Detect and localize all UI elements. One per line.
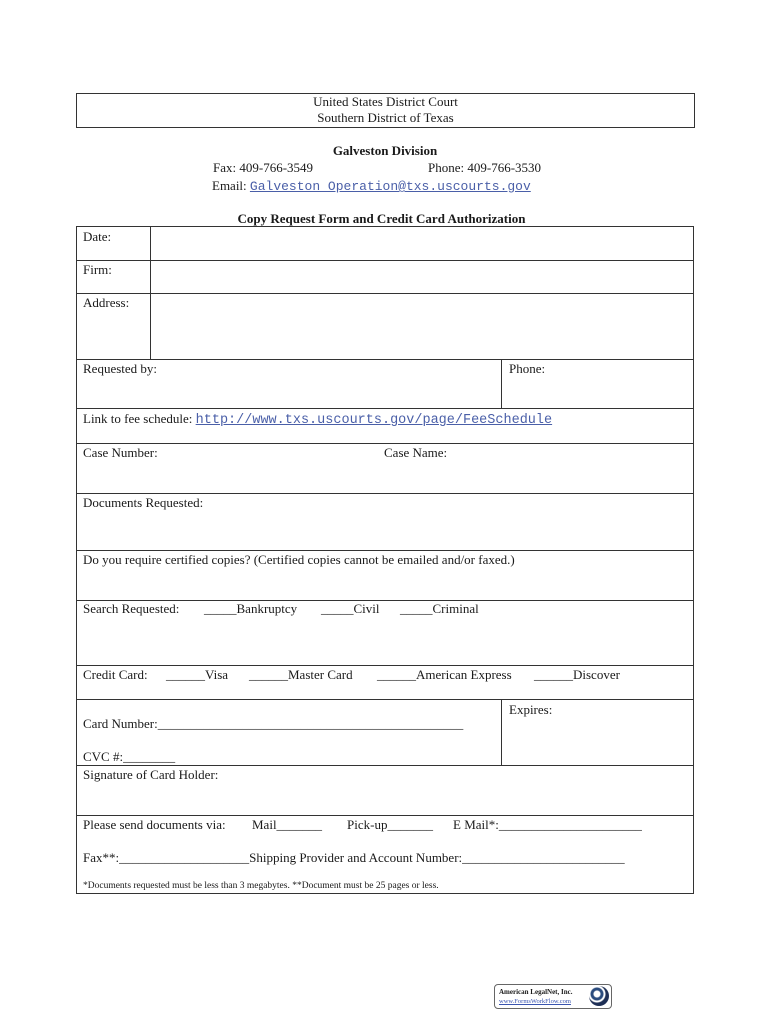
search-option-bankruptcy[interactable]: _____Bankruptcy [204, 601, 298, 616]
email-label: Email: [212, 178, 247, 193]
date-field[interactable] [151, 228, 693, 260]
firm-label: Firm: [83, 262, 112, 277]
phone-label: Phone: [509, 361, 546, 376]
case-name-label: Case Name: [384, 445, 448, 460]
search-option-criminal[interactable]: _____Criminal [400, 601, 479, 616]
email-link[interactable]: Galveston_Operation@txs.uscourts.gov [249, 179, 531, 194]
send-option-mail[interactable]: Mail_______ [252, 817, 323, 832]
search-option-civil[interactable]: _____Civil [321, 601, 380, 616]
card-option-amex[interactable]: ______American Express [377, 667, 512, 682]
district-name: Southern District of Texas [317, 110, 454, 125]
fee-schedule-label: Link to fee schedule: [83, 411, 193, 426]
card-number-field[interactable]: Card Number:_______________________________________________ [83, 716, 464, 731]
firm-field[interactable] [151, 261, 693, 293]
send-option-pickup[interactable]: Pick-up_______ [347, 817, 433, 832]
address-field[interactable] [151, 294, 693, 359]
requested-by-label: Requested by: [83, 361, 158, 376]
cvc-field[interactable]: CVC #:________ [83, 749, 176, 764]
fee-schedule-link[interactable]: http://www.txs.uscourts.gov/page/FeeSchedule [195, 413, 553, 428]
case-number-label: Case Number: [83, 445, 158, 460]
legalnet-logo [494, 984, 612, 1009]
division-phone: Phone: 409-766-3530 [428, 160, 542, 175]
division-email [212, 178, 531, 194]
copy-request-form [76, 226, 694, 894]
date-label: Date: [83, 229, 112, 244]
send-via-label: Please send documents via: [83, 817, 226, 832]
card-option-discover[interactable]: ______Discover [534, 667, 620, 682]
footnote: *Documents requested must be less than 3 megabytes. **Document must be 25 pages or less. [83, 881, 439, 891]
fax-shipping-line[interactable]: Fax**:____________________Shipping Provider and Account Number:_________________________ [83, 850, 625, 865]
card-option-mastercard[interactable]: ______Master Card [249, 667, 353, 682]
logo-url[interactable]: www.FormsWorkFlow.com [499, 998, 571, 1005]
division-fax: Fax: 409-766-3549 [213, 160, 314, 175]
address-label: Address: [83, 295, 130, 310]
division-name: Galveston Division [332, 143, 438, 158]
form-title: Copy Request Form and Credit Card Authorization [237, 211, 526, 226]
expires-label: Expires: [509, 702, 553, 717]
card-option-visa[interactable]: ______Visa [166, 667, 229, 682]
court-header-box [76, 93, 695, 128]
send-option-email[interactable]: E Mail*:______________________ [453, 817, 642, 832]
fee-schedule-row [83, 411, 552, 428]
court-name: United States District Court [313, 94, 458, 109]
logo-company: American LegalNet, Inc. [499, 988, 573, 996]
search-requested-label: Search Requested: [83, 601, 180, 616]
signature-label: Signature of Card Holder: [83, 767, 219, 782]
credit-card-label: Credit Card: [83, 667, 148, 682]
certified-copies-label: Do you require certified copies? (Certified copies cannot be emailed and/or faxed.) [83, 552, 515, 567]
documents-requested-label: Documents Requested: [83, 495, 204, 510]
globe-icon [589, 986, 609, 1006]
